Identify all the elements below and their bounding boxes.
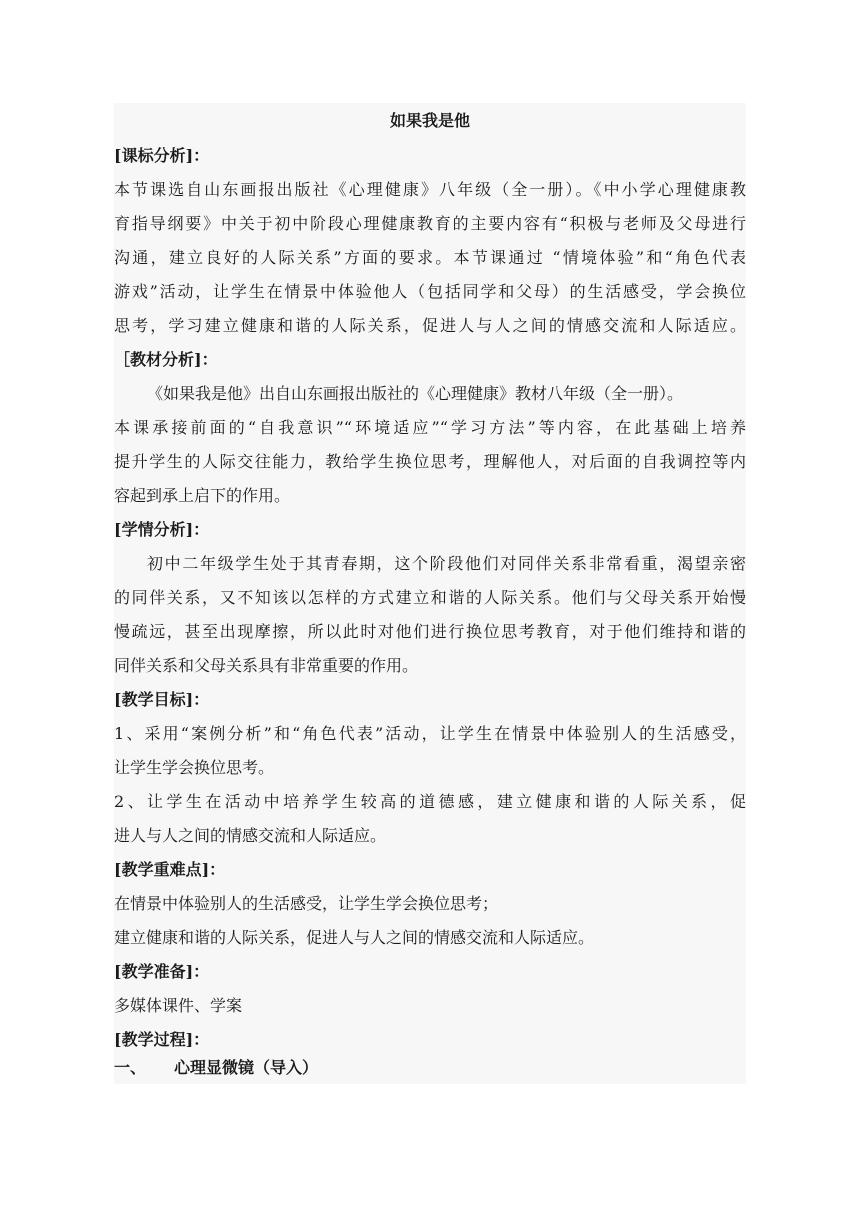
keypoints-heading: [教学重难点]： — [114, 860, 226, 879]
curriculum-line: 游戏”活动，让学生在情景中体验他人（包括同学和父母）的生活感受，学会换位 — [114, 282, 746, 301]
curriculum-line: 沟通，建立良好的人际关系”方面的要求。本节课通过 “情境体验”和“角色代表 — [114, 248, 746, 267]
textbook-heading: ［教材分析]： — [114, 350, 218, 369]
students-line: 同伴关系和父母关系具有非常重要的作用。 — [114, 656, 419, 675]
keypoints-line: 建立健康和谐的人际关系，促进人与人之间的情感交流和人际适应。 — [114, 928, 595, 947]
goals-line: 让学生学会换位思考。 — [114, 758, 275, 777]
preparation-heading: [教学准备]： — [114, 962, 210, 981]
goals-line: 进人与人之间的情感交流和人际适应。 — [114, 826, 387, 845]
goals-line: 1、采用“案例分析”和“角色代表”活动，让学生在情景中体验别人的生活感受， — [114, 724, 746, 743]
curriculum-line: 本节课选自山东画报出版社《心理健康》八年级（全一册）。《中小学心理健康教 — [114, 180, 746, 199]
goals-heading: [教学目标]： — [114, 690, 210, 709]
students-line: 初中二年级学生处于其青春期，这个阶段他们对同伴关系非常看重，渴望亲密 — [147, 554, 746, 573]
document-title: 如果我是他 — [389, 111, 470, 130]
curriculum-line: 育指导纲要》中关于初中阶段心理健康教育的主要内容有“积极与老师及父母进行 — [114, 214, 746, 233]
textbook-line: 《如果我是他》出自山东画报出版社的《心理健康》教材八年级（全一册）。 — [147, 384, 684, 403]
textbook-line: 提升学生的人际交往能力，教给学生换位思考，理解他人，对后面的自我调控等内 — [114, 452, 746, 471]
document-page — [114, 103, 746, 1084]
preparation-line: 多媒体课件、学案 — [114, 996, 243, 1015]
step-number: 一、 — [114, 1058, 147, 1077]
textbook-line: 容起到承上启下的作用。 — [114, 486, 291, 505]
students-heading: [学情分析]： — [114, 520, 210, 539]
textbook-line: 本课承接前面的“自我意识”“环境适应”“学习方法”等内容，在此基础上培养 — [114, 418, 746, 437]
students-line: 慢疏远，甚至出现摩擦，所以此时对他们进行换位思考教育，对于他们维持和谐的 — [114, 622, 746, 641]
students-line: 的同伴关系，又不知该以怎样的方式建立和谐的人际关系。他们与父母关系开始慢 — [114, 588, 746, 607]
process-step — [114, 1051, 746, 1085]
curriculum-heading: [课标分析]： — [114, 146, 210, 165]
goals-line: 2、让学生在活动中培养学生较高的道德感，建立健康和谐的人际关系，促 — [114, 792, 746, 811]
curriculum-line: 思考，学习建立健康和谐的人际关系，促进人与人之间的情感交流和人际适应。 — [114, 316, 746, 335]
step-title: 心理显微镜（导入） — [174, 1058, 319, 1077]
process-heading: [教学过程]： — [114, 1030, 210, 1049]
keypoints-line: 在情景中体验别人的生活感受，让学生学会换位思考； — [114, 894, 499, 913]
